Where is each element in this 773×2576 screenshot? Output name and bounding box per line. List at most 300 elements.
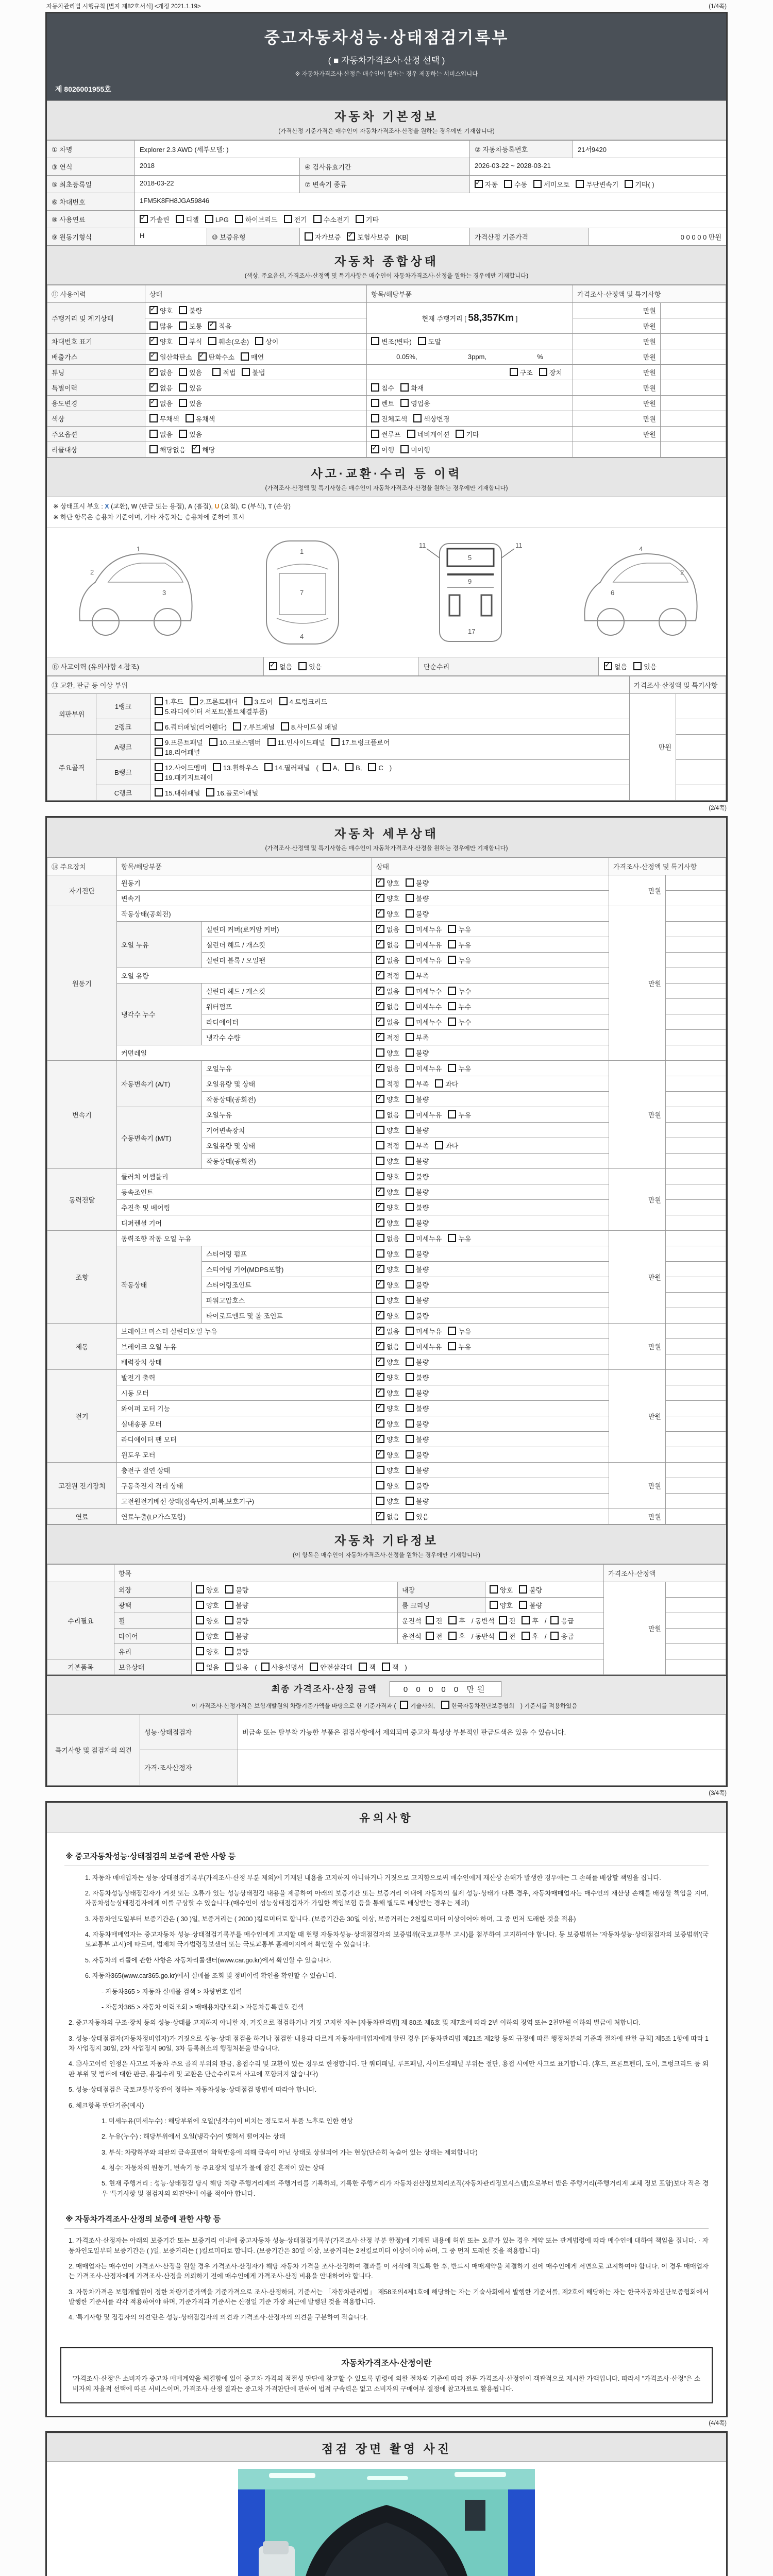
checkbox-화재[interactable] [400, 383, 409, 392]
checkbox-미세누유[interactable] [406, 925, 414, 933]
notice-item: 1. 가격조사·산정자는 아래의 보증기간 또는 보증거리 이내에 중고자동차 성능·상태점검기록부(가격조사·산정 부분 한정)에 기재된 내용에 허위 또는 오류가 있는 경우 계약 또는 관계법령에 따라 매수인에 대하여 책임을 집니다. · 자동차인도일부터 보증기간은 ( )일, 보증거리는 ( )킬로미터로 합니다. (보증기간은 30일 이상, 보증거리는 2천킬로미터 이상이어야 하며, 그 중 먼저 도래한 것을 적용합니다) [69, 2237, 709, 2255]
checkbox-불량[interactable] [406, 1280, 414, 1289]
option-label: 2.프론트휀더 [199, 698, 238, 706]
option-label: 장치 [549, 369, 562, 377]
checkbox-누유[interactable] [448, 956, 456, 964]
option-label: 양호 [206, 1601, 220, 1609]
checkbox-불량[interactable] [406, 1419, 414, 1428]
option [376, 1280, 399, 1290]
checkbox-사용설명서[interactable] [261, 1663, 270, 1671]
option [406, 1342, 442, 1351]
field-label: ⑥ 차대번호 [47, 193, 135, 210]
checkbox-없음[interactable] [376, 956, 384, 964]
checkbox-양호[interactable] [149, 306, 158, 314]
checkbox-있음[interactable] [633, 662, 642, 670]
checkbox-양호[interactable] [376, 1435, 384, 1443]
checkbox-하이브리드[interactable] [235, 215, 243, 223]
price-info-body: '가격조사·산정'은 소비자가 중고차 매매계약을 체결함에 있어 중고차 가격의 적절성 판단에 참고할 수 있도록 법령에 의한 절차와 기준에 따라 전문 가격조사·산정인이 객관적으로 제시한 가액입니다. 따라서 "가격조사·산정"은 소비자의 자율적 선택에 따른 서비스이며, 가격조사·산정 결과는 중고차 가격판단에 관하여 법적 구속력은 없고 소비자의 구매여부 결정에 참고자료로 활용됩니다. [73, 2375, 700, 2393]
checkbox-불량[interactable] [406, 1466, 414, 1474]
checkbox-불량[interactable] [406, 1373, 414, 1381]
checkbox-후[interactable] [522, 1616, 530, 1624]
option [269, 662, 292, 671]
inline-text: 이 가격조사·산정가격은 보험개발원의 차량기준가액을 바탕으로 한 기준가격과 ( [191, 1703, 396, 1709]
checkbox-색상변경[interactable] [413, 414, 422, 422]
checkbox-없음[interactable] [376, 1018, 384, 1026]
notice-section1-heading: ※ 중고자동차성능·상태점검의 보증에 관한 사항 등 [64, 1846, 709, 1866]
checkbox-불법[interactable] [242, 368, 250, 376]
checkbox-양호[interactable] [376, 1172, 384, 1180]
option [212, 367, 236, 377]
checkbox-A,[interactable] [323, 763, 331, 771]
checkbox-보통[interactable] [179, 321, 187, 330]
option [213, 762, 258, 772]
checkbox-양호[interactable] [376, 878, 384, 887]
checkbox-유채색[interactable] [186, 414, 194, 422]
checkbox-불량[interactable] [406, 1404, 414, 1412]
checkbox-양호[interactable] [376, 1497, 384, 1505]
checkbox-11.인사이드패널[interactable] [267, 738, 276, 746]
option-label: 무채색 [160, 415, 179, 423]
checkbox-장치[interactable] [539, 368, 547, 376]
checkbox-양호[interactable] [376, 1280, 384, 1289]
checkbox-적정[interactable] [376, 1033, 384, 1041]
checkbox-양호[interactable] [376, 1265, 384, 1273]
checkbox-2.프론트휀더[interactable] [190, 697, 198, 705]
checkbox-있음[interactable] [179, 399, 187, 407]
checkbox-디젤[interactable] [176, 215, 184, 223]
checkbox-불량[interactable] [225, 1601, 233, 1609]
checkbox-누유[interactable] [448, 940, 456, 948]
checkbox-없음[interactable] [376, 1234, 384, 1242]
option [284, 214, 307, 224]
checkbox-미이행[interactable] [400, 445, 409, 453]
inline-text: / [544, 1632, 547, 1640]
checkbox-변조(변타)[interactable] [371, 337, 379, 345]
option-label: 양호 [386, 1374, 400, 1382]
checkbox-한국자동차진단보증협회[interactable] [441, 1701, 449, 1709]
checkbox-잭[interactable] [382, 1663, 390, 1671]
checkbox-불량[interactable] [406, 1172, 414, 1180]
checkbox-양호[interactable] [196, 1601, 204, 1609]
item-label: 냉각수 수량 [202, 1029, 372, 1045]
option [406, 1017, 442, 1027]
checkbox-가솔린[interactable] [140, 215, 148, 223]
item-label: 오일 유량 [117, 968, 372, 983]
checkbox-양호[interactable] [376, 1157, 384, 1165]
checkbox-4.트렁크리드[interactable] [279, 697, 288, 705]
option [376, 1357, 399, 1367]
option-label: 양호 [386, 1312, 400, 1320]
checkbox-불량[interactable] [406, 1358, 414, 1366]
checkbox-불량[interactable] [406, 1048, 414, 1057]
option [179, 383, 202, 393]
checkbox-적정[interactable] [376, 971, 384, 979]
checkbox-8.사이드실 패널[interactable] [281, 722, 289, 731]
field-value [299, 228, 469, 245]
checkbox-양호[interactable] [376, 1126, 384, 1134]
checkbox-누유[interactable] [448, 1234, 456, 1242]
option [406, 1326, 442, 1336]
checkbox-불량[interactable] [406, 1450, 414, 1459]
checkbox-불량[interactable] [179, 306, 187, 314]
option-label: 침수 [381, 384, 395, 392]
checkbox-많음[interactable] [149, 321, 158, 330]
option [406, 1388, 429, 1398]
report-sheet [45, 2, 728, 2576]
option [406, 924, 442, 934]
checkbox-불량[interactable] [406, 1481, 414, 1489]
checkbox-7.루브패널[interactable] [233, 722, 241, 731]
checkbox-미세누수[interactable] [406, 1018, 414, 1026]
checkbox-있음[interactable] [179, 368, 187, 376]
checkbox-해당[interactable] [192, 445, 200, 453]
field-value: 2018-03-22 [135, 176, 299, 193]
option [149, 321, 173, 331]
checkbox-수소전기[interactable] [313, 215, 322, 223]
checkbox-없음[interactable] [196, 1663, 204, 1671]
checkbox-양호[interactable] [376, 1249, 384, 1258]
checkbox-불량[interactable] [406, 1095, 414, 1103]
row-튜닝: 튜닝 ✓ 없음 있음 적법 불법 구조 장치 만원 [47, 365, 726, 380]
checkbox-누수[interactable] [448, 1018, 456, 1026]
option [550, 1616, 574, 1625]
checkbox-과다[interactable] [435, 1079, 443, 1088]
option [179, 367, 202, 377]
checkbox-없음[interactable] [376, 940, 384, 948]
checkbox-없음[interactable] [376, 1512, 384, 1520]
option-label: 있음 [416, 1513, 429, 1521]
svg-text:2: 2 [680, 568, 684, 576]
checkbox-부족[interactable] [406, 1141, 414, 1149]
checkbox-양호[interactable] [376, 1203, 384, 1211]
checkbox-불량[interactable] [225, 1632, 233, 1640]
checkbox-무채색[interactable] [149, 414, 158, 422]
option-label: 적음 [219, 323, 232, 330]
checkbox-불량[interactable] [406, 1218, 414, 1227]
item-label: 라디에이터 팬 모터 [117, 1431, 372, 1447]
option [279, 697, 328, 706]
checkbox-네비게이션[interactable] [407, 430, 415, 438]
checkbox-LPG[interactable] [205, 215, 213, 223]
item-label: 배력장치 상태 [117, 1354, 372, 1369]
checkbox-양호[interactable] [490, 1585, 498, 1594]
checkbox-응급[interactable] [550, 1632, 559, 1640]
checkbox-없음[interactable] [376, 1064, 384, 1072]
form-reference: 자동차관리법 시행규칙 [별지 제82호서식] <개정 2021.1.19> [46, 4, 201, 10]
item-label: 윈도우 모터 [117, 1447, 372, 1462]
checkbox-9.프론트패널[interactable] [155, 738, 163, 746]
item-label: 변속기 [117, 890, 372, 906]
checkbox-세미오토[interactable] [533, 180, 542, 188]
checkbox-과다[interactable] [435, 1141, 443, 1149]
checkbox-18.리어패널[interactable] [155, 748, 163, 756]
notice-item: 3. 부식: 차량하부와 외판의 금속표면이 화학반응에 의해 금속이 아닌 상태로 상실되어 가는 현상(단순히 녹슬어 있는 상태는 제외합니다) [102, 2148, 478, 2156]
checkbox-해당없음[interactable] [149, 445, 158, 453]
checkbox-양호[interactable] [196, 1585, 204, 1594]
checkbox-있음[interactable] [298, 662, 307, 670]
checkbox-불량[interactable] [406, 1203, 414, 1211]
checkbox-양호[interactable] [376, 1296, 384, 1304]
checkbox-불량[interactable] [406, 1296, 414, 1304]
checkbox-전[interactable] [426, 1632, 434, 1640]
checkbox-불량[interactable] [225, 1616, 233, 1624]
checkbox-상이[interactable] [255, 337, 263, 345]
svg-text:11: 11 [515, 541, 523, 549]
checkbox-누수[interactable] [448, 1002, 456, 1010]
option-label: 없음 [386, 956, 400, 964]
checkbox-10.크로스멤버[interactable] [209, 738, 217, 746]
item-label: 시동 모터 [117, 1385, 372, 1400]
option-label: 누유 [458, 1343, 472, 1351]
checkbox-없음[interactable] [376, 925, 384, 933]
checkbox-후[interactable] [522, 1632, 530, 1640]
checkbox-없음[interactable] [376, 1002, 384, 1010]
checkbox-불량[interactable] [406, 1497, 414, 1505]
option [441, 1701, 514, 1710]
detail-title: 자동차 세부상태 [334, 826, 439, 840]
item-label: 오일유량 및 상태 [202, 1076, 372, 1091]
checkbox-미세누유[interactable] [406, 1234, 414, 1242]
checkbox-불량[interactable] [406, 1249, 414, 1258]
remarks-row [47, 1750, 726, 1785]
option [435, 1141, 458, 1150]
checkbox-전[interactable] [426, 1616, 434, 1624]
checkbox-누유[interactable] [448, 1342, 456, 1350]
option-label: 4.트렁크리드 [289, 698, 328, 706]
checkbox-양호[interactable] [376, 1358, 384, 1366]
checkbox-양호[interactable] [376, 1188, 384, 1196]
checkbox-양호[interactable] [196, 1632, 204, 1640]
checkbox-기타[interactable] [356, 215, 364, 223]
checkbox-미세누유[interactable] [406, 1064, 414, 1072]
checkbox-불량[interactable] [406, 1435, 414, 1443]
checkbox-기타( )[interactable] [625, 180, 633, 188]
row-색상: 색상 무채색 유채색 전체도색 색상변경 만원 [47, 411, 726, 427]
field-value [469, 176, 726, 193]
option-label: 불량 [416, 1204, 429, 1212]
checkbox-도말[interactable] [418, 337, 426, 345]
option-label: 없음 [386, 1327, 400, 1335]
checkbox-양호[interactable] [149, 337, 158, 345]
checkbox-전[interactable] [499, 1616, 507, 1624]
checkbox-있음[interactable] [406, 1512, 414, 1520]
checkbox-미세누유[interactable] [406, 1342, 414, 1350]
checkbox-누유[interactable] [448, 925, 456, 933]
checkbox-양호[interactable] [490, 1601, 498, 1609]
checkbox-영업용[interactable] [400, 399, 409, 407]
item-label: 원동기 [117, 875, 372, 890]
checkbox-미세누유[interactable] [406, 1110, 414, 1118]
checkbox-없음[interactable] [269, 662, 277, 670]
checkbox-양호[interactable] [376, 1419, 384, 1428]
checkbox-없음[interactable] [376, 1327, 384, 1335]
checkbox-기술사회,[interactable] [400, 1701, 408, 1709]
checkbox-미세누유[interactable] [406, 1327, 414, 1335]
checkbox-적정[interactable] [376, 1079, 384, 1088]
checkbox-불량[interactable] [519, 1601, 527, 1609]
option [196, 1647, 219, 1656]
checkbox-17.트렁크플로어[interactable] [331, 738, 340, 746]
checkbox-불량[interactable] [406, 1311, 414, 1319]
option [190, 697, 238, 706]
checkbox-양호[interactable] [376, 1388, 384, 1397]
checkbox-훼손(오손)[interactable] [208, 337, 216, 345]
checkbox-없음[interactable] [149, 399, 158, 407]
checkbox-렌트[interactable] [371, 399, 379, 407]
checkbox-양호[interactable] [376, 1466, 384, 1474]
checkbox-침수[interactable] [371, 383, 379, 392]
checkbox-있음[interactable] [179, 430, 187, 438]
checkbox-적정[interactable] [376, 1141, 384, 1149]
checkbox-없음[interactable] [376, 987, 384, 995]
checkbox-15.대쉬패널[interactable] [155, 788, 163, 796]
checkbox-양호[interactable] [376, 909, 384, 918]
checkbox-양호[interactable] [376, 1311, 384, 1319]
checkbox-잭[interactable] [359, 1663, 367, 1671]
checkbox-양호[interactable] [376, 1048, 384, 1057]
checkbox-있음[interactable] [179, 383, 187, 392]
field-label: ② 자동차등록번호 [469, 141, 573, 158]
checkbox-미세누수[interactable] [406, 1002, 414, 1010]
checkbox-불량[interactable] [406, 878, 414, 887]
option [550, 1631, 574, 1641]
option-label: 12.사이드멤버 [165, 764, 207, 772]
checkbox-부족[interactable] [406, 971, 414, 979]
field-label: ⑩ 보증유형 [207, 228, 299, 245]
checkbox-불량[interactable] [406, 894, 414, 902]
checkbox-불량[interactable] [519, 1585, 527, 1594]
checkbox-탄화수소[interactable] [198, 352, 207, 361]
option-label: 미세누유 [416, 1234, 442, 1243]
checkbox-양호[interactable] [376, 1218, 384, 1227]
option-label: 불량 [416, 1482, 429, 1490]
checkbox-일산화탄소[interactable] [149, 352, 158, 361]
rank-label: A랭크 [96, 734, 150, 759]
field-value: H [135, 228, 207, 245]
checkbox-자동[interactable] [475, 180, 483, 188]
checkbox-불량[interactable] [406, 909, 414, 918]
checkbox-있음[interactable] [225, 1663, 233, 1671]
option [345, 763, 362, 772]
checkbox-불량[interactable] [406, 1126, 414, 1134]
option [400, 445, 430, 454]
checkbox-6.쿼터패널(리어휀다)[interactable] [155, 722, 163, 731]
checkbox-자가보증[interactable] [305, 232, 313, 241]
option [406, 1357, 429, 1367]
checkbox-양호[interactable] [376, 894, 384, 902]
checkbox-없음[interactable] [604, 662, 612, 670]
checkbox-불량[interactable] [406, 1188, 414, 1196]
item-label: 오일유량 및 상태 [202, 1138, 372, 1153]
checkbox-적법[interactable] [212, 368, 221, 376]
checkbox-보험사보증[interactable] [347, 232, 355, 241]
checkbox-전체도색[interactable] [371, 414, 379, 422]
checkbox-수동[interactable] [504, 180, 512, 188]
item-label: 파워고압호스 [202, 1292, 372, 1308]
checkbox-없음[interactable] [376, 1342, 384, 1350]
checkbox-13.휠하우스[interactable] [213, 763, 221, 771]
page-marker-3: (3/4쪽) [709, 1790, 727, 1797]
checkbox-이행[interactable] [371, 445, 379, 453]
checkbox-누수[interactable] [448, 987, 456, 995]
checkbox-16.플로어패널[interactable] [206, 788, 214, 796]
checkbox-적음[interactable] [208, 321, 216, 330]
checkbox-양호[interactable] [376, 1095, 384, 1103]
checkbox-썬루프[interactable] [371, 430, 379, 438]
item-label: 충전구 절연 상태 [117, 1462, 372, 1478]
checkbox-불량[interactable] [406, 1265, 414, 1273]
checkbox-양호[interactable] [376, 1373, 384, 1381]
checkbox-안전삼각대[interactable] [310, 1663, 318, 1671]
checkbox-없음[interactable] [149, 430, 158, 438]
checkbox-C[interactable] [368, 763, 376, 771]
checkbox-3.도어[interactable] [244, 697, 253, 705]
checkbox-미세누수[interactable] [406, 987, 414, 995]
checkbox-불량[interactable] [406, 1388, 414, 1397]
option [371, 336, 412, 346]
option-label: 수동 [514, 181, 528, 189]
checkbox-미세누유[interactable] [406, 940, 414, 948]
checkbox-19.패키지트레이[interactable] [155, 773, 163, 781]
option [426, 1631, 443, 1641]
checkbox-누유[interactable] [448, 1110, 456, 1118]
notice-item: 6. 체크항목 판단기준(예시) [69, 2102, 144, 2109]
option [406, 1032, 429, 1042]
checkbox-기타[interactable] [456, 430, 464, 438]
option-label: 불량 [416, 1095, 429, 1104]
checkbox-미세누유[interactable] [406, 956, 414, 964]
svg-text:4: 4 [299, 632, 304, 640]
checkbox-부족[interactable] [406, 1079, 414, 1088]
device-label: 조향 [47, 1230, 117, 1323]
option-label: 없음 [386, 1513, 400, 1521]
checkbox-B,[interactable] [345, 763, 354, 771]
checkbox-전[interactable] [499, 1632, 507, 1640]
checkbox-없음[interactable] [376, 1110, 384, 1118]
checkbox-불량[interactable] [225, 1647, 233, 1655]
checkbox-불량[interactable] [225, 1585, 233, 1594]
option [208, 321, 231, 331]
checkbox-없음[interactable] [149, 383, 158, 392]
checkbox-양호[interactable] [196, 1647, 204, 1655]
checkbox-매연[interactable] [241, 352, 249, 361]
checkbox-후[interactable] [448, 1616, 457, 1624]
checkbox-후[interactable] [448, 1632, 457, 1640]
checkbox-양호[interactable] [376, 1450, 384, 1459]
checkbox-부식[interactable] [179, 337, 187, 345]
checkbox-불량[interactable] [406, 1157, 414, 1165]
checkbox-1.후드[interactable] [155, 697, 163, 705]
checkbox-응급[interactable] [550, 1616, 559, 1624]
checkbox-없음[interactable] [149, 368, 158, 376]
checkbox-양호[interactable] [196, 1616, 204, 1624]
option-label: 전기 [294, 216, 307, 224]
checkbox-양호[interactable] [376, 1481, 384, 1489]
checkbox-12.사이드멤버[interactable] [155, 763, 163, 771]
checkbox-양호[interactable] [376, 1404, 384, 1412]
checkbox-14.필러패널[interactable] [264, 763, 273, 771]
option [225, 1662, 248, 1672]
option-label: 양호 [160, 307, 173, 315]
checkbox-5.라디에이터 서포트(볼트체결부품)[interactable] [155, 707, 163, 715]
checkbox-전기[interactable] [284, 215, 292, 223]
checkbox-누유[interactable] [448, 1064, 456, 1072]
checkbox-무단변속기[interactable] [576, 180, 584, 188]
checkbox-구조[interactable] [510, 368, 518, 376]
checkbox-부족[interactable] [406, 1033, 414, 1041]
option [426, 1616, 443, 1625]
checkbox-누유[interactable] [448, 1327, 456, 1335]
